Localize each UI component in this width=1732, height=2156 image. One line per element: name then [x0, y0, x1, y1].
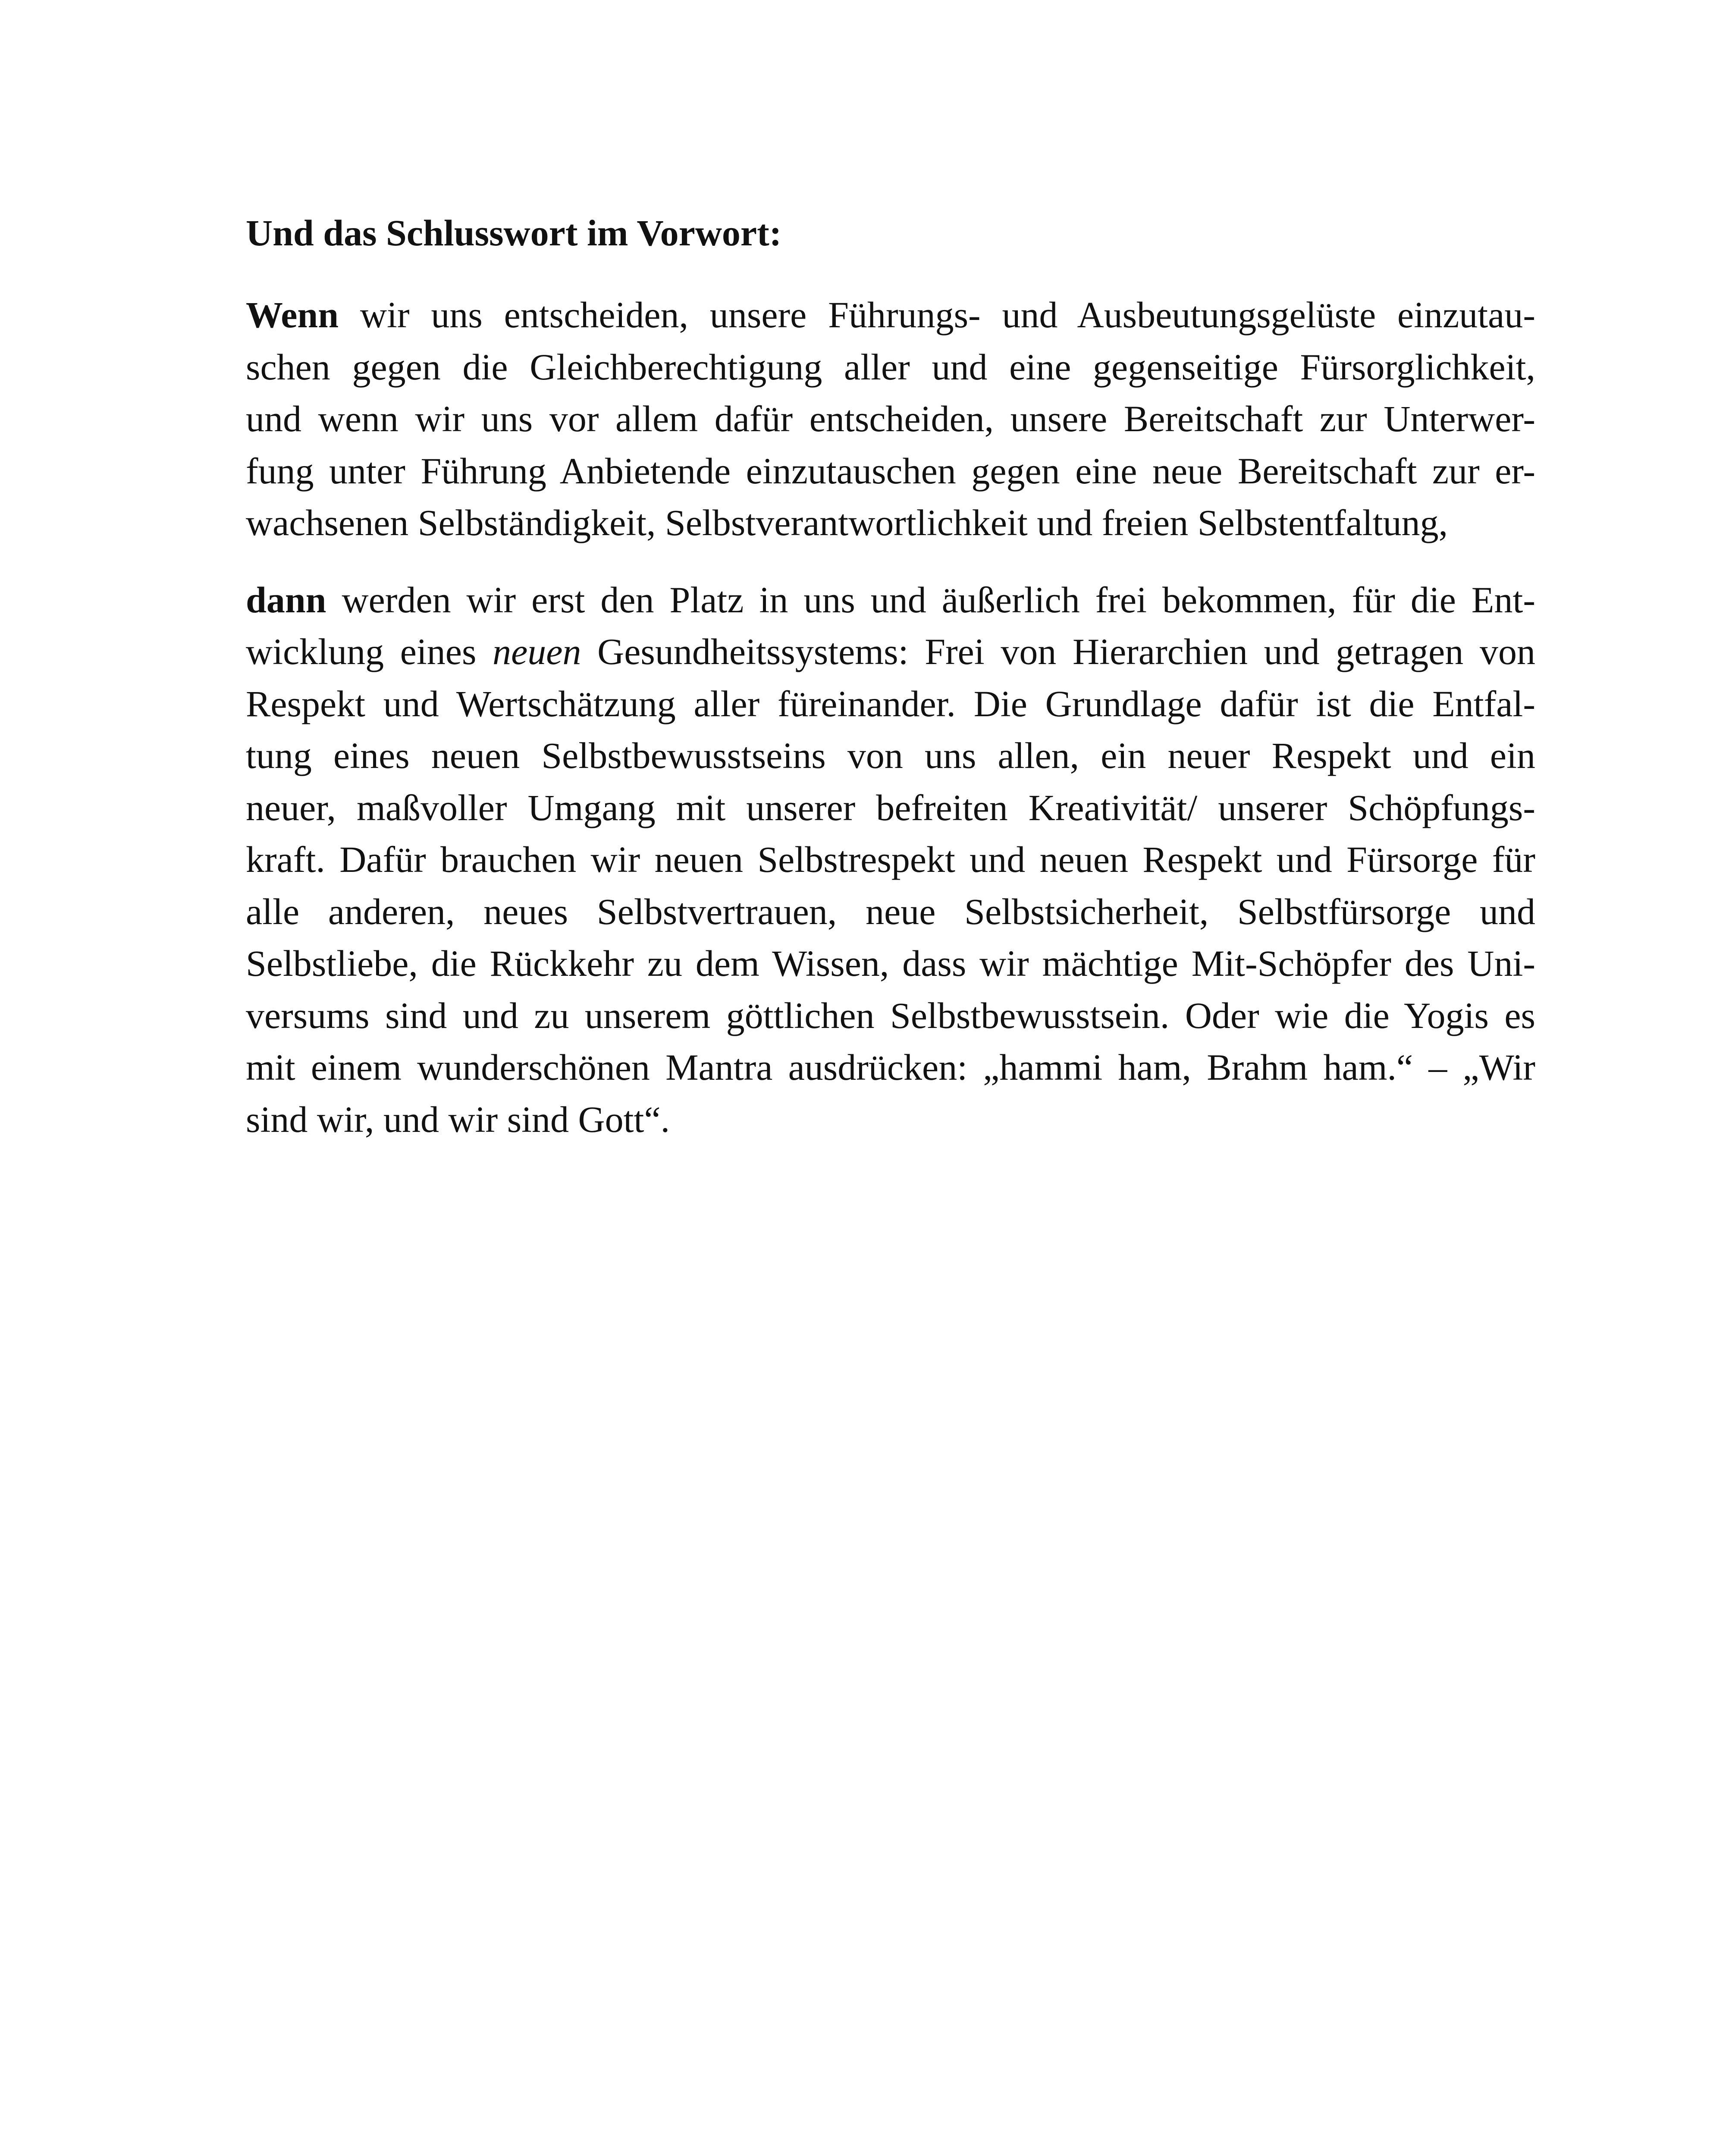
paragraph-2-line-10: mit einem wunderschönen Mantra ausdrücken: „hammi ham, Brahm ham.“ – „Wir	[246, 1047, 1535, 1088]
paragraph-2-line-2	[246, 626, 1535, 678]
paragraph-2-line-5: neuer, maßvoller Umgang mit unserer befreiten Kreativität/ unserer Schöpfungs-	[246, 787, 1535, 828]
paragraph-2-line-8: Selbstliebe, die Rückkehr zu dem Wissen, dass wir mächtige Mit-Schöpfer des Uni-	[246, 943, 1535, 984]
paragraph-2-lead-word: dann	[246, 579, 326, 620]
paragraph-1-line-1-text: wir uns entscheiden, unsere Führungs- und Ausbeutungsgelüste einzutau-	[339, 294, 1535, 335]
paragraph-2-line-2-post: Gesundheitssystems: Frei von Hierarchien und getragen von	[581, 631, 1535, 672]
paragraph-1-line-1	[246, 289, 1535, 341]
paragraph-1	[246, 289, 1535, 549]
paragraph-2-line-9: versums sind und zu unserem göttlichen Selbstbewusstsein. Oder wie die Yogis es	[246, 994, 1535, 1036]
paragraph-2-line-4: tung eines neuen Selbstbewusstseins von uns allen, ein neuer Respekt und ein	[246, 735, 1535, 776]
paragraph-2-italic-word: neuen	[493, 631, 581, 672]
paragraph-1-line-3: und wenn wir uns vor allem dafür entscheiden, unsere Bereitschaft zur Unterwer-	[246, 398, 1535, 439]
section-heading: Und das Schlusswort im Vorwort:	[246, 212, 782, 254]
paragraph-2-line-1-text: werden wir erst den Platz in uns und äußerlich frei bekommen, für die Ent-	[326, 579, 1535, 620]
text-block	[246, 207, 1535, 1170]
paragraph-2-line-1	[246, 574, 1535, 626]
paragraph-2	[246, 574, 1535, 1146]
paragraph-2-line-2-pre: wicklung eines	[246, 631, 493, 672]
paragraph-2-line-11: sind wir, und wir sind Gott“.	[246, 1098, 670, 1140]
paragraph-2-line-7: alle anderen, neues Selbstvertrauen, neue Selbstsicherheit, Selbstfürsorge und	[246, 890, 1535, 932]
paragraph-1-line-5: wachsenen Selbständigkeit, Selbstverantwortlichkeit und freien Selbstentfaltung,	[246, 502, 1448, 543]
paragraph-2-line-6: kraft. Dafür brauchen wir neuen Selbstrespekt und neuen Respekt und Fürsorge für	[246, 839, 1535, 880]
paragraph-1-lead-word: Wenn	[246, 294, 339, 335]
paragraph-1-line-2: schen gegen die Gleichberechtigung aller und eine gegenseitige Fürsorglichkeit,	[246, 346, 1535, 388]
paragraph-2-line-3: Respekt und Wertschätzung aller füreinander. Die Grundlage dafür ist die Entfal-	[246, 683, 1535, 724]
paragraph-1-line-4: fung unter Führung Anbietende einzutauschen gegen eine neue Bereitschaft zur er-	[246, 450, 1535, 492]
